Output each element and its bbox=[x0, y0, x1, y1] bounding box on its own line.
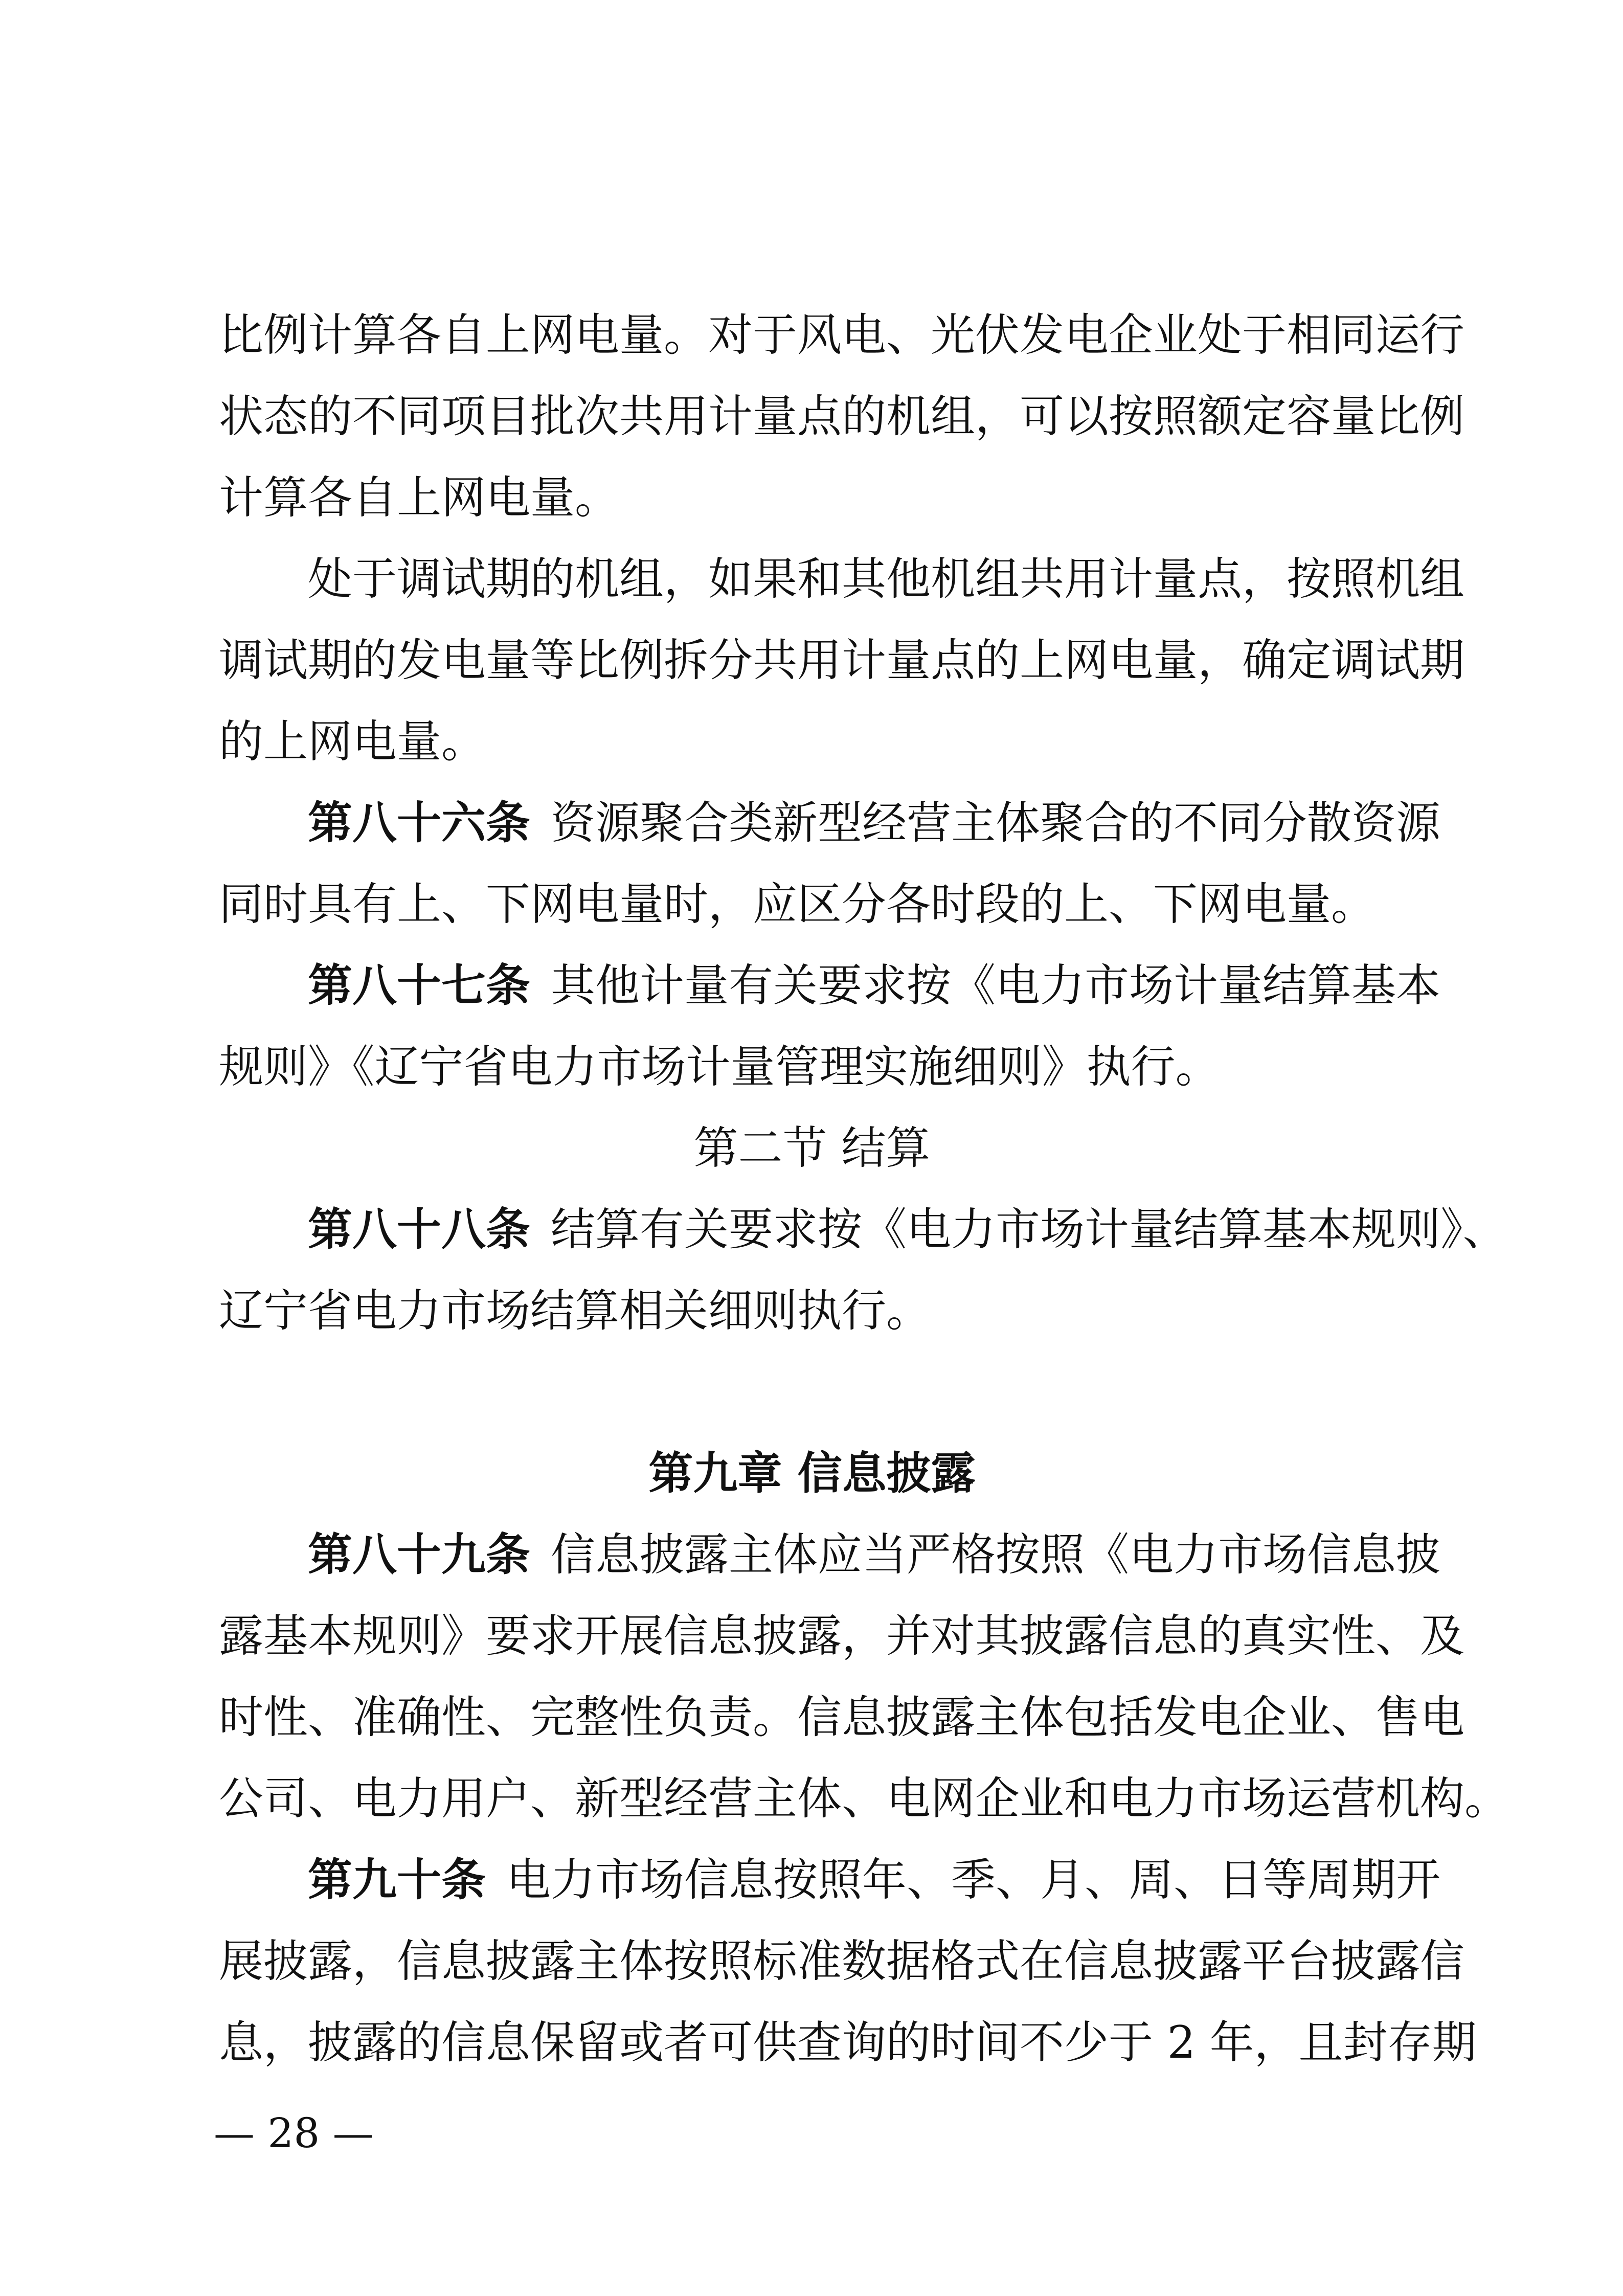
text-line: 时性、准确性、完整性负责。信息披露主体包括发电企业、售电 bbox=[219, 1691, 1464, 1743]
article-text: 其他计量有关要求按《电力市场计量结算基本 bbox=[551, 959, 1440, 1011]
text-line: 露基本规则》要求开展信息披露，并对其披露信息的真实性、及 bbox=[219, 1610, 1464, 1662]
text-line: 公司、电力用户、新型经营主体、电网企业和电力市场运营机构。 bbox=[219, 1772, 1509, 1825]
document-body bbox=[219, 295, 1509, 2083]
text-line: 计算各自上网电量。 bbox=[219, 471, 619, 524]
article-number: 第九十条 bbox=[308, 1854, 486, 1906]
text-line: 展披露，信息披露主体按照标准数据格式在信息披露平台披露信 bbox=[219, 1935, 1464, 1987]
text-line: 调试期的发电量等比例拆分共用计量点的上网电量，确定调试期 bbox=[219, 634, 1464, 686]
text-line: 状态的不同项目批次共用计量点的机组，可以按照额定容量比例 bbox=[219, 390, 1464, 442]
article-87-first-line bbox=[219, 945, 1440, 1026]
chapter-title: 第九章 信息披露 bbox=[648, 1447, 976, 1499]
article-number: 第八十七条 bbox=[308, 959, 530, 1011]
article-text: 信息披露主体应当严格按照《电力市场信息披 bbox=[551, 1528, 1440, 1581]
article-text: 电力市场信息按照年、季、月、周、日等周期开 bbox=[506, 1854, 1440, 1906]
text-line: 同时具有上、下网电量时，应区分各时段的上、下网电量。 bbox=[219, 878, 1376, 930]
article-number: 第八十八条 bbox=[308, 1203, 530, 1255]
article-text: 资源聚合类新型经营主体聚合的不同分散资源 bbox=[551, 797, 1440, 849]
article-89-first-line bbox=[219, 1514, 1440, 1595]
text-line: 比例计算各自上网电量。对于风电、光伏发电企业处于相同运行 bbox=[219, 309, 1464, 361]
text-line: 息，披露的信息保留或者可供查询的时间不少于 2 年，且封存期 bbox=[219, 2016, 1477, 2068]
article-text: 结算有关要求按《电力市场计量结算基本规则》、 bbox=[551, 1203, 1507, 1255]
text-line: 处于调试期的机组，如果和其他机组共用计量点，按照机组 bbox=[308, 553, 1464, 605]
text-line: 辽宁省电力市场结算相关细则执行。 bbox=[219, 1285, 931, 1337]
section-title: 第二节 结算 bbox=[693, 1122, 931, 1174]
text-line: 规则》《辽宁省电力市场计量管理实施细则》执行。 bbox=[219, 1041, 1220, 1093]
article-number: 第八十六条 bbox=[308, 797, 530, 849]
article-90-first-line bbox=[219, 1839, 1440, 1921]
page-number: — 28 — bbox=[214, 2109, 374, 2157]
article-88-first-line bbox=[219, 1189, 1507, 1270]
article-86-first-line bbox=[219, 782, 1440, 864]
text-line: 的上网电量。 bbox=[219, 715, 486, 768]
article-number: 第八十九条 bbox=[308, 1528, 530, 1581]
